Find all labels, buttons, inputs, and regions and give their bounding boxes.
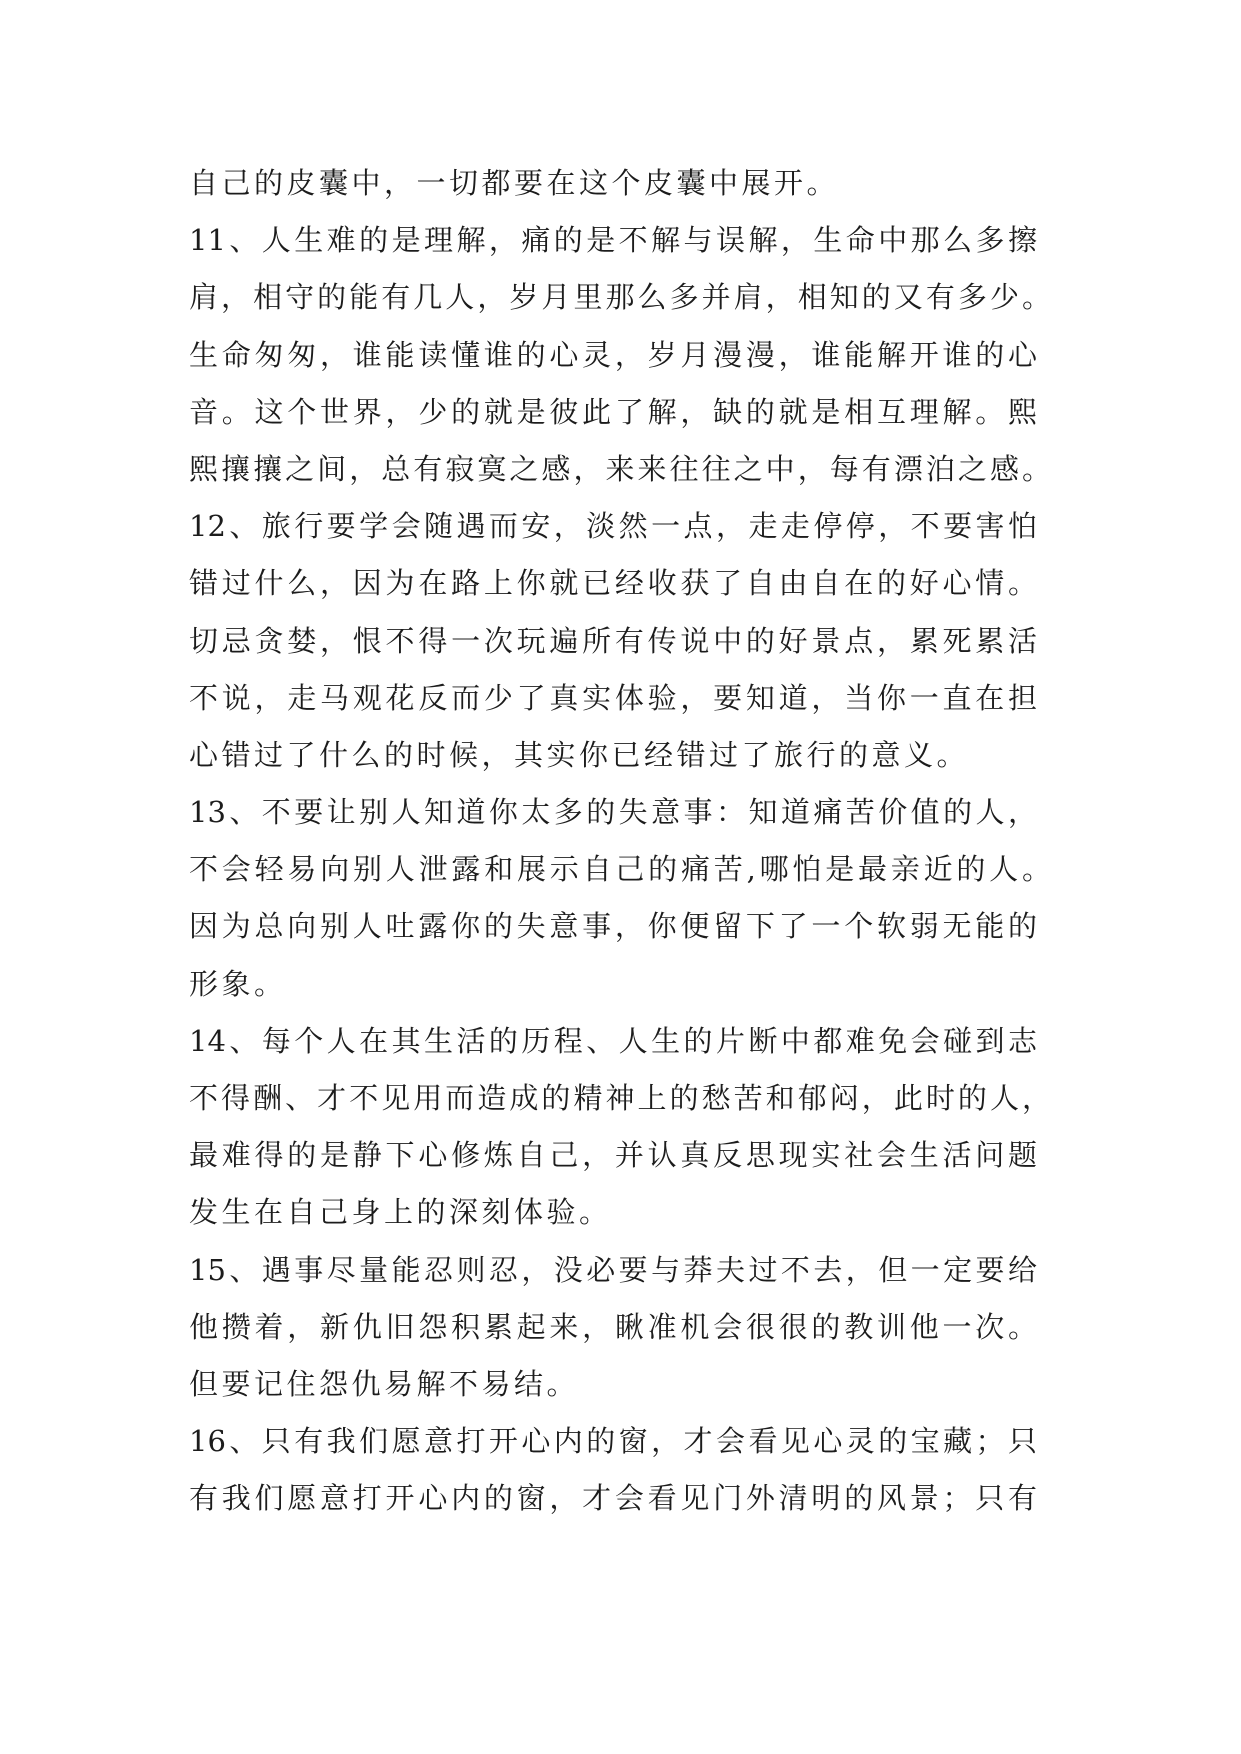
paragraph-item-16: [189, 1413, 1089, 1527]
paragraph-item-14: [189, 1013, 1089, 1242]
text-line: 有我们愿意打开心内的窗，才会看见门外清明的风景；只有: [189, 1481, 1037, 1516]
text-line: 音。这个世界，少的就是彼此了解，缺的就是相互理解。熙: [189, 394, 1037, 429]
paragraph-item-13: [189, 784, 1089, 1013]
text-line: 自己的皮囊中，一切都要在这个皮囊中展开。: [189, 166, 840, 200]
text-line: 但要记住怨仇易解不易结。: [189, 1366, 580, 1401]
text-line: 15、遇事尽量能忍则忍，没必要与莽夫过不去，但一定要给: [189, 1252, 1037, 1287]
text-line: 心错过了什么的时候，其实你已经错过了旅行的意义。: [189, 737, 970, 772]
paragraph-item-11: [189, 212, 1089, 498]
text-line: 不会轻易向别人泄露和展示自己的痛苦,哪怕是最亲近的人。: [189, 852, 1051, 887]
text-line: 16、只有我们愿意打开心内的窗，才会看见心灵的宝藏；只: [189, 1424, 1037, 1459]
paragraph-item-12: [189, 498, 1089, 784]
text-line: 最难得的是静下心修炼自己，并认真反思现实社会生活问题: [189, 1138, 1037, 1173]
text-line: 他攒着，新仇旧怨积累起来，瞅准机会很很的教训他一次。: [189, 1309, 1037, 1344]
text-line: 错过什么，因为在路上你就已经收获了自由自在的好心情。: [189, 566, 1037, 601]
document-body: [189, 155, 1089, 1528]
text-line: 生命匆匆，谁能读懂谁的心灵，岁月漫漫，谁能解开谁的心: [189, 337, 1037, 372]
text-line: 形象。: [189, 966, 287, 1001]
text-line: 发生在自己身上的深刻体验。: [189, 1195, 612, 1230]
text-line: 13、不要让别人知道你太多的失意事：知道痛苦价值的人，: [189, 795, 1037, 830]
text-line: 熙攘攘之间，总有寂寞之感，来来往往之中，每有漂泊之感。: [189, 451, 1051, 486]
text-line: 因为总向别人吐露你的失意事，你便留下了一个软弱无能的: [189, 909, 1037, 944]
paragraph-item-15: [189, 1242, 1089, 1414]
text-line: 14、每个人在其生活的历程、人生的片断中都难免会碰到志: [189, 1023, 1037, 1058]
text-line: 肩，相守的能有几人，岁月里那么多并肩，相知的又有多少。: [189, 280, 1051, 315]
paragraph-continuation: [189, 155, 1089, 212]
text-line: 12、旅行要学会随遇而安，淡然一点，走走停停，不要害怕: [189, 509, 1037, 544]
text-line: 11、人生难的是理解，痛的是不解与误解，生命中那么多擦: [189, 223, 1037, 258]
text-line: 不说，走马观花反而少了真实体验，要知道，当你一直在担: [189, 680, 1037, 715]
text-line: 切忌贪婪，恨不得一次玩遍所有传说中的好景点，累死累活: [189, 623, 1037, 658]
text-line: 不得酬、才不见用而造成的精神上的愁苦和郁闷，此时的人，: [189, 1081, 1051, 1115]
